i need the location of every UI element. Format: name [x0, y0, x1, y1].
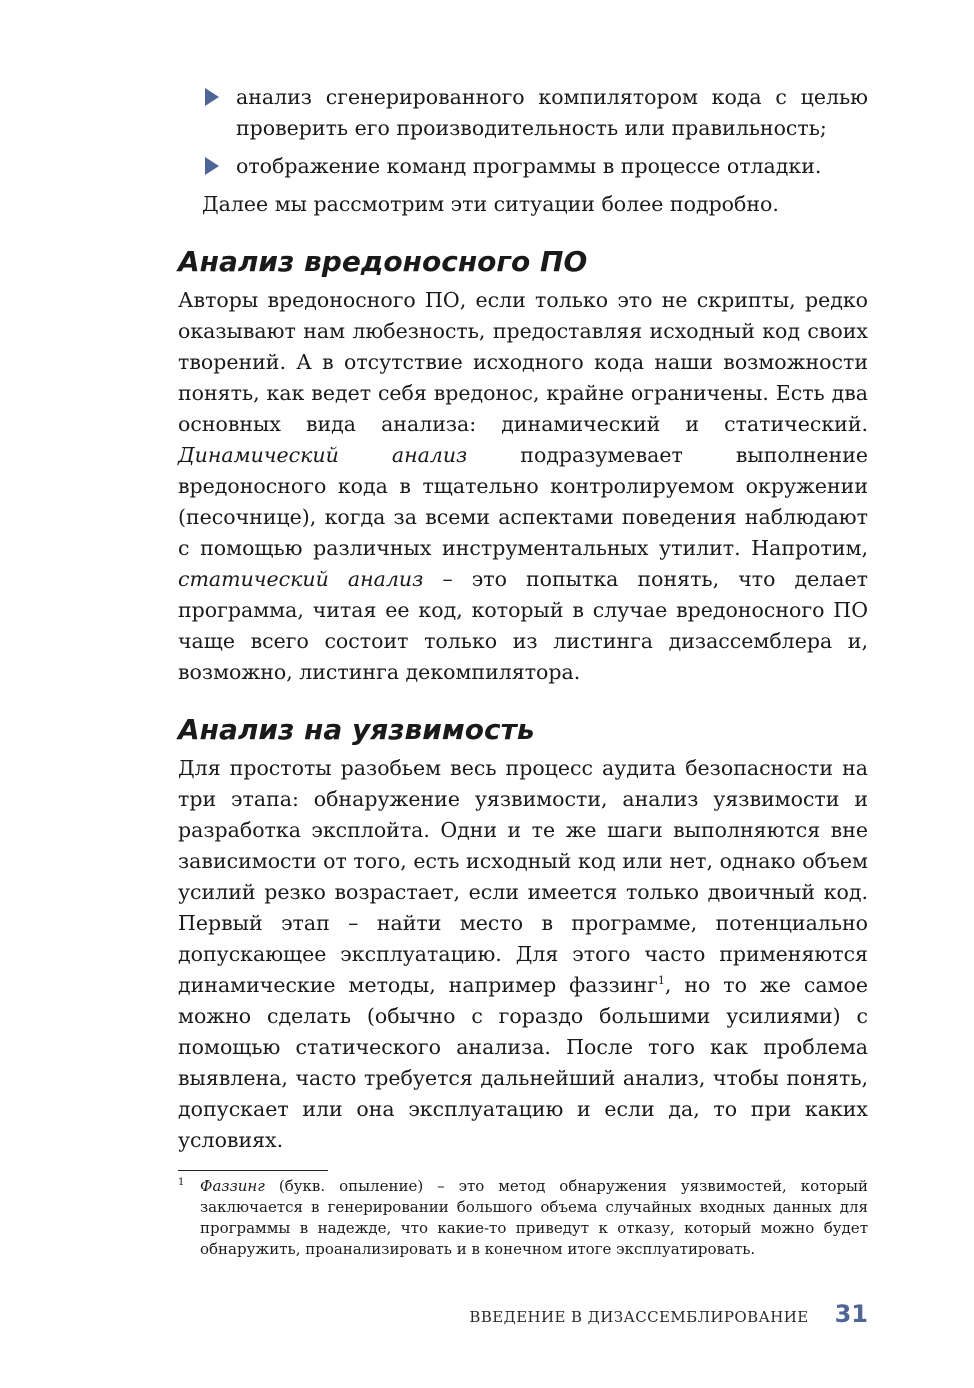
text-run: , но то же самое можно сделать (обычно с гораздо большими усилиями) с помощью статического анализа. После того как проблема выявлена, часто требуется дальнейший анализ, чтобы понять, допускает или она эксплуатацию и если да, то при каких условиях. — [178, 973, 868, 1152]
emphasis-static: статический анализ — [178, 567, 424, 591]
bullet-item — [178, 82, 868, 144]
triangle-bullet-icon — [205, 88, 219, 106]
text-run: Авторы вредоносного ПО, если только это не скрипты, редко оказывают нам любезность, предоставляя исходный код своих творений. А в отсутствие исходного кода наши возможности понять, как ведет себя вредонос, крайне ограничены. Есть два основных вида анализа: динамический и статический. — [178, 288, 868, 436]
running-title: ВВЕДЕНИЕ В ДИЗАССЕМБЛИРОВАНИЕ — [469, 1308, 809, 1326]
emphasis-dynamic: Динамический анализ — [178, 443, 468, 467]
text-run: – это попытка понять, что делает программа, читая ее код, который в случае вредоносного ПО чаще всего состоит только из листинга дизассемблера и, возможно, листинга декомпилятора. — [178, 567, 869, 684]
section-heading-vulnerability: Анализ на уязвимость — [178, 713, 535, 746]
lead-paragraph: Далее мы рассмотрим эти ситуации более подробно. — [202, 192, 779, 216]
bullet-text: отображение команд программы в процессе отладки. — [236, 154, 822, 178]
page-body — [178, 82, 868, 1156]
malware-paragraph — [178, 285, 868, 688]
bullet-text: анализ сгенерированного компилятором кода с целью проверить его производительность или правильность; — [236, 85, 868, 140]
footnote-body: (букв. опыление) – это метод обнаружения уязвимостей, который заключается в генерировании большого объема случайных входных данных для программы в надежде, что какие-то приведут к отказу, который можно будет обнаружить, проанализировать и в конечном итоге эксплуатировать. — [200, 1177, 868, 1258]
vulnerability-paragraph — [178, 753, 868, 1156]
triangle-bullet-icon — [205, 157, 219, 175]
footnote — [178, 1176, 868, 1260]
text-run: Для простоты разобьем весь процесс аудита безопасности на три этапа: обнаружение уязвимости, анализ уязвимости и разработка эксплойта. Одни и те же шаги выполняются вне зависимости от того, есть исходный код или нет, однако объем усилий резко возрастает, если имеется только двоичный код. Первый этап – найти место в программе, потенциально допускающее эксплуатацию. Для этого часто применяются динамические методы, например фаззинг — [178, 756, 868, 997]
page-footer — [469, 1300, 868, 1328]
footnote-divider — [178, 1170, 328, 1171]
footnote-number: 1 — [178, 1177, 185, 1188]
page-number: 31 — [834, 1300, 868, 1328]
section-heading-malware: Анализ вредоносного ПО — [178, 245, 588, 278]
bullet-item — [178, 151, 868, 182]
footnote-text — [200, 1176, 868, 1260]
text-run: подразумевает выполнение вредоносного кода в тщательно контролируемом окружении (песочнице), когда за всеми аспектами поведения наблюдают с помощью различных инструментальных утилит. Напротим, — [178, 443, 868, 560]
footnote-term: Фаззинг — [200, 1177, 265, 1195]
footnote-reference[interactable]: 1 — [657, 974, 665, 988]
